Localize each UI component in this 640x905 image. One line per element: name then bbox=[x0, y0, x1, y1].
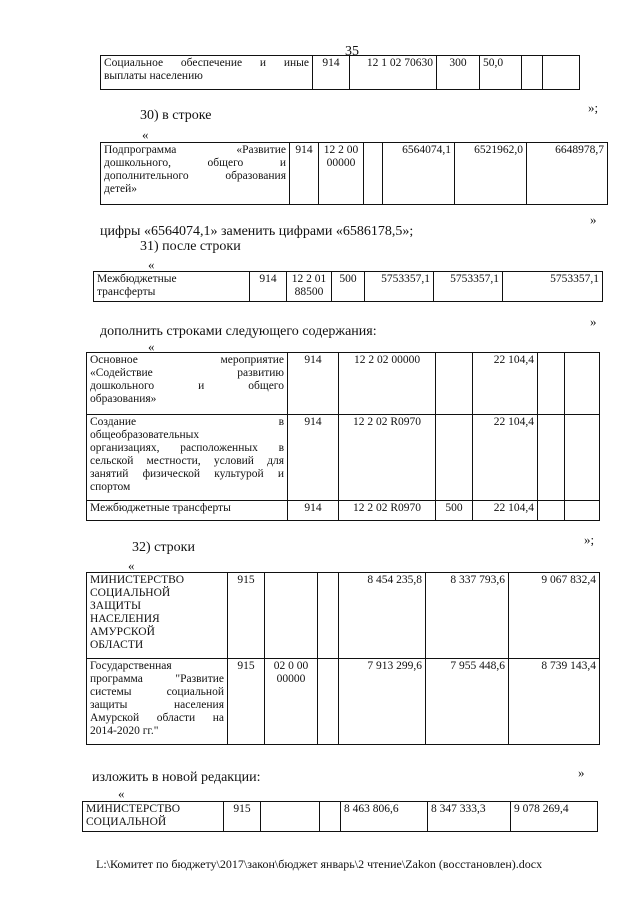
text: спортом bbox=[90, 481, 131, 493]
code-cell bbox=[265, 659, 318, 745]
closing-quote: »; bbox=[584, 532, 595, 547]
text: дошкольного bbox=[90, 380, 155, 392]
row-name-cell bbox=[94, 272, 250, 302]
text: организациях, расположенных в bbox=[90, 442, 284, 454]
table-row bbox=[87, 659, 600, 745]
row-name-cell bbox=[101, 143, 290, 205]
ved-cell: 915 bbox=[228, 659, 265, 745]
text: НАСЕЛЕНИЯ bbox=[90, 613, 160, 625]
page-number: 35 bbox=[345, 44, 359, 59]
ved-cell: 914 bbox=[290, 143, 319, 205]
empty-cell bbox=[436, 415, 473, 501]
table-new-ministry-row bbox=[82, 801, 598, 832]
text: ОБЛАСТИ bbox=[90, 639, 144, 651]
empty-cell bbox=[565, 501, 600, 521]
text: 00000 bbox=[276, 673, 306, 685]
item-31-label: 31) после строки bbox=[140, 239, 241, 254]
text: Амурской области на bbox=[90, 712, 224, 724]
empty-cell bbox=[565, 353, 600, 415]
code-cell: 12 2 02 R0970 bbox=[339, 501, 436, 521]
ved-cell: 914 bbox=[288, 353, 339, 415]
sum-cell: 5753357,1 bbox=[434, 272, 503, 302]
text: "Развитие bbox=[175, 673, 224, 685]
text: МИНИСТЕРСТВО bbox=[90, 574, 185, 586]
empty-cell bbox=[364, 143, 383, 205]
text: СОЦИАЛЬНОЙ bbox=[90, 587, 171, 599]
ved-cell: 915 bbox=[228, 573, 265, 659]
table-row bbox=[94, 272, 603, 302]
sum-cell: 8 337 793,6 bbox=[426, 573, 509, 659]
empty-cell bbox=[565, 415, 600, 501]
footer-file-path: L:\Комитет по бюджету\2017\закон\бюджет январь\2 чтение\Zakon (восстановлен).docx bbox=[96, 857, 543, 871]
code-cell: 12 2 02 00000 bbox=[339, 353, 436, 415]
empty-cell bbox=[543, 56, 580, 90]
table-ministry-rows bbox=[86, 572, 600, 745]
closing-quote: » bbox=[578, 765, 585, 780]
text: СОЦИАЛЬНОЙ bbox=[86, 816, 167, 828]
sum-cell: 8 739 143,4 bbox=[509, 659, 600, 745]
sum-cell: 9 067 832,4 bbox=[509, 573, 600, 659]
empty-cell bbox=[265, 573, 318, 659]
empty-cell bbox=[538, 353, 565, 415]
empty-cell bbox=[261, 802, 320, 832]
text: и bbox=[198, 380, 205, 392]
code-cell: 12 1 02 70630 bbox=[350, 56, 437, 90]
text: «Развитие bbox=[236, 144, 286, 156]
text: Межбюджетные bbox=[97, 273, 177, 285]
sum-cell: 6648978,7 bbox=[527, 143, 608, 205]
sum-cell: 5753357,1 bbox=[365, 272, 434, 302]
sum-cell: 7 955 448,6 bbox=[426, 659, 509, 745]
table-row bbox=[87, 573, 600, 659]
ved-cell: 914 bbox=[250, 272, 287, 302]
empty-cell bbox=[320, 802, 341, 832]
text: АМУРСКОЙ bbox=[90, 626, 155, 638]
text: 02 0 00 bbox=[273, 660, 309, 672]
text: общеобразовательных bbox=[90, 429, 200, 441]
text: защиты bbox=[90, 699, 128, 711]
sum-cell: 5753357,1 bbox=[503, 272, 603, 302]
text: системы социальной bbox=[90, 686, 224, 698]
ved-cell: 914 bbox=[288, 501, 339, 521]
text: занятий физической культурой и bbox=[90, 468, 284, 480]
sum-cell: 22 104,4 bbox=[473, 353, 538, 415]
row-name-cell: Межбюджетные трансферты bbox=[87, 501, 288, 521]
text: 00000 bbox=[326, 157, 356, 169]
empty-cell bbox=[522, 56, 543, 90]
text: образования» bbox=[90, 393, 157, 405]
table-row bbox=[101, 56, 580, 90]
table-mbt-row bbox=[93, 271, 603, 302]
ved-cell: 915 bbox=[224, 802, 261, 832]
text: 2014-2020 гг." bbox=[90, 725, 159, 737]
table-row bbox=[83, 802, 598, 832]
table-row bbox=[87, 415, 600, 501]
text: ЗАЩИТЫ bbox=[90, 600, 142, 612]
empty-cell bbox=[318, 659, 339, 745]
row-name-cell bbox=[87, 659, 228, 745]
sum-cell: 8 347 333,3 bbox=[428, 802, 511, 832]
opening-quote: « bbox=[148, 257, 155, 272]
text: сельской местности, условий для bbox=[90, 455, 284, 467]
opening-quote: « bbox=[128, 558, 135, 573]
text: 12 2 01 bbox=[291, 273, 327, 285]
vr-cell: 500 bbox=[436, 501, 473, 521]
sum-cell: 8 454 235,8 bbox=[339, 573, 426, 659]
sum-cell: 50,0 bbox=[480, 56, 522, 90]
empty-cell bbox=[538, 415, 565, 501]
item-32-label: 32) строки bbox=[132, 540, 195, 555]
text: общего bbox=[207, 157, 244, 169]
text: трансферты bbox=[97, 286, 156, 298]
row-name-cell bbox=[87, 415, 288, 501]
closing-quote: »; bbox=[588, 100, 599, 115]
text: детей» bbox=[104, 183, 137, 195]
sum-cell: 22 104,4 bbox=[473, 415, 538, 501]
text: мероприятие bbox=[220, 354, 284, 366]
table-row bbox=[87, 353, 600, 415]
ved-cell: 914 bbox=[288, 415, 339, 501]
text: и bbox=[279, 157, 286, 169]
text: МИНИСТЕРСТВО bbox=[86, 803, 181, 815]
text: общего bbox=[248, 380, 284, 392]
opening-quote: « bbox=[142, 127, 149, 142]
sum-cell: 9 078 269,4 bbox=[511, 802, 598, 832]
empty-cell bbox=[436, 353, 473, 415]
text: Создание bbox=[90, 416, 137, 428]
row-name-cell bbox=[87, 353, 288, 415]
sum-cell: 7 913 299,6 bbox=[339, 659, 426, 745]
code-cell bbox=[287, 272, 332, 302]
code-cell: 12 2 02 R0970 bbox=[339, 415, 436, 501]
replace-text: цифры «6564074,1» заменить цифрами «6586178,5»; bbox=[100, 224, 414, 239]
new-edition-text: изложить в новой редакции: bbox=[92, 770, 261, 785]
closing-quote: » bbox=[590, 314, 597, 329]
closing-quote: » bbox=[590, 212, 597, 227]
vr-cell: 300 bbox=[437, 56, 480, 90]
sum-cell: 8 463 806,6 bbox=[341, 802, 428, 832]
row-name-line: Социальное обеспечение и иные bbox=[104, 57, 309, 69]
text: дополнительного образования bbox=[104, 170, 286, 182]
code-cell bbox=[319, 143, 364, 205]
text: «Содействие развитию bbox=[90, 367, 284, 379]
table-row bbox=[101, 143, 608, 205]
empty-cell bbox=[538, 501, 565, 521]
table-subprogram-row bbox=[100, 142, 608, 205]
empty-cell bbox=[318, 573, 339, 659]
opening-quote: « bbox=[118, 786, 125, 801]
row-name-cell bbox=[101, 56, 313, 90]
opening-quote: « bbox=[148, 339, 155, 354]
text: Государственная bbox=[90, 660, 172, 672]
table-row bbox=[87, 501, 600, 521]
table-added-rows bbox=[86, 352, 600, 521]
row-name-line: выплаты населению bbox=[104, 70, 203, 82]
text: программа bbox=[90, 673, 143, 685]
table-social-row bbox=[100, 55, 580, 90]
ved-cell: 914 bbox=[313, 56, 350, 90]
sum-cell: 6521962,0 bbox=[455, 143, 527, 205]
sum-cell: 6564074,1 bbox=[383, 143, 455, 205]
text: 12 2 00 bbox=[323, 144, 359, 156]
text: Подпрограмма bbox=[104, 144, 177, 156]
item-30-label: 30) в строке bbox=[140, 108, 212, 123]
text: Основное bbox=[90, 354, 138, 366]
row-name-cell bbox=[83, 802, 224, 832]
text: дошкольного, bbox=[104, 157, 172, 169]
sum-cell: 22 104,4 bbox=[473, 501, 538, 521]
text: в bbox=[278, 416, 284, 428]
add-text: дополнить строками следующего содержания: bbox=[100, 324, 377, 339]
row-name-cell bbox=[87, 573, 228, 659]
text: населения bbox=[173, 699, 224, 711]
text: 88500 bbox=[294, 286, 324, 298]
vr-cell: 500 bbox=[332, 272, 365, 302]
